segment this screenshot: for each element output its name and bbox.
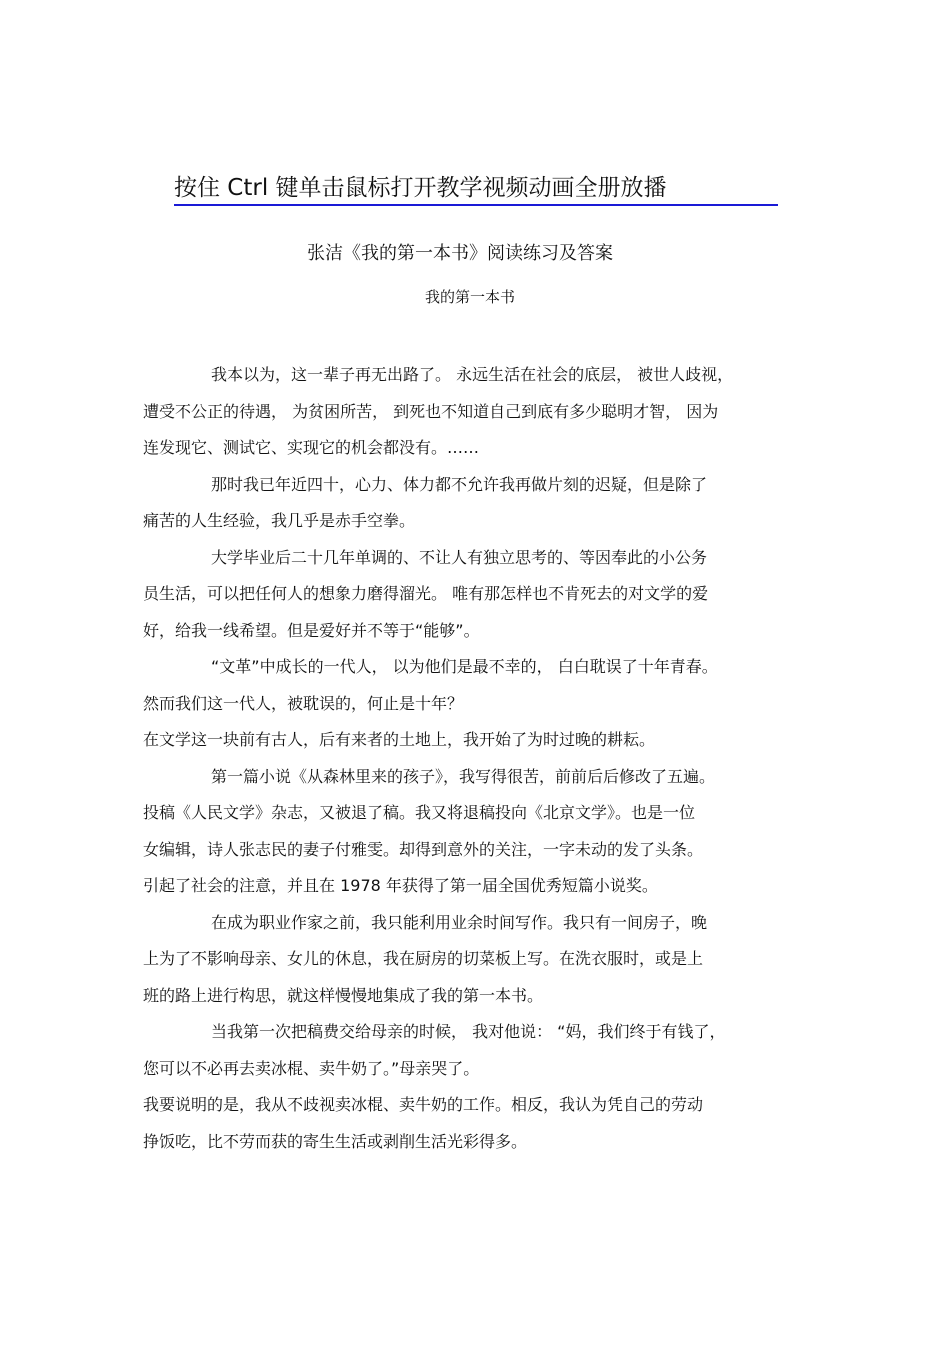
video-link[interactable]: 按住 Ctrl 键单击鼠标打开教学视频动画全册放播 bbox=[174, 172, 778, 206]
document-title: 张洁《我的第一本书》阅读练习及答案 bbox=[307, 243, 613, 264]
text-line: 我要说明的是，我从不歧视卖冰棍、卖牛奶的工作。相反，我认为凭自己的劳动 bbox=[143, 1095, 704, 1114]
text-line: 我本以为，这一辈子再无出路了。 永远生活在社会的底层， 被世人歧视， bbox=[211, 365, 734, 384]
text-line: 班的路上进行构思，就这样慢慢地集成了我的第一本书。 bbox=[143, 985, 544, 1005]
text-line: 好，给我一线希望。但是爱好并不等于“能够”。 bbox=[143, 620, 480, 640]
text-line: 投稿《人民文学》杂志，又被退了稿。我又将退稿投向《北京文学》。也是一位 bbox=[143, 803, 696, 822]
text-line: “文革”中成长的一代人， 以为他们是最不幸的， 白白耽误了十年青春。 bbox=[211, 657, 718, 676]
text-line: 第一篇小说《从森林里来的孩子》，我写得很苦，前前后后修改了五遍。 bbox=[211, 766, 716, 786]
article-body bbox=[143, 357, 813, 1160]
text-line: 痛苦的人生经验，我几乎是赤手空拳。 bbox=[143, 511, 416, 530]
text-line: 挣饭吃，比不劳而获的寄生生活或剥削生活光彩得多。 bbox=[143, 1131, 528, 1151]
text-line: 那时我已年近四十，心力、体力都不允许我再做片刻的迟疑，但是除了 bbox=[211, 474, 708, 494]
text-line: 在文学这一块前有古人，后有来者的土地上，我开始了为时过晚的耕耘。 bbox=[143, 730, 656, 749]
text-line: 您可以不必再去卖冰棍、卖牛奶了。”母亲哭了。 bbox=[143, 1058, 480, 1078]
text-line: 遭受不公正的待遇， 为贫困所苦， 到死也不知道自己到底有多少聪明才智， 因为 bbox=[143, 401, 719, 421]
text-line: 员生活，可以把任何人的想象力磨得溜光。 唯有那怎样也不肯死去的对文学的爱 bbox=[143, 584, 709, 603]
text-line: 引起了社会的注意，并且在 1978 年获得了第一届全国优秀短篇小说奖。 bbox=[143, 876, 658, 895]
article-title: 我的第一本书 bbox=[424, 288, 515, 306]
text-line: 在成为职业作家之前，我只能利用业余时间写作。我只有一间房子，晚 bbox=[211, 912, 708, 932]
text-line: 女编辑，诗人张志民的妻子付雅雯。却得到意外的关注，一字未动的发了头条。 bbox=[143, 839, 704, 859]
text-line: 上为了不影响母亲、女儿的休息，我在厨房的切菜板上写。在洗衣服时，或是上 bbox=[143, 949, 704, 968]
text-line: 然而我们这一代人，被耽误的，何止是十年？ bbox=[143, 693, 464, 713]
text-line: 大学毕业后二十几年单调的、不让人有独立思考的、等因奉此的小公务 bbox=[211, 547, 708, 567]
text-line: 连发现它、测试它、实现它的机会都没有。…… bbox=[143, 438, 480, 457]
text-line: 当我第一次把稿费交给母亲的时候， 我对他说： “妈，我们终于有钱了， bbox=[211, 1022, 726, 1041]
